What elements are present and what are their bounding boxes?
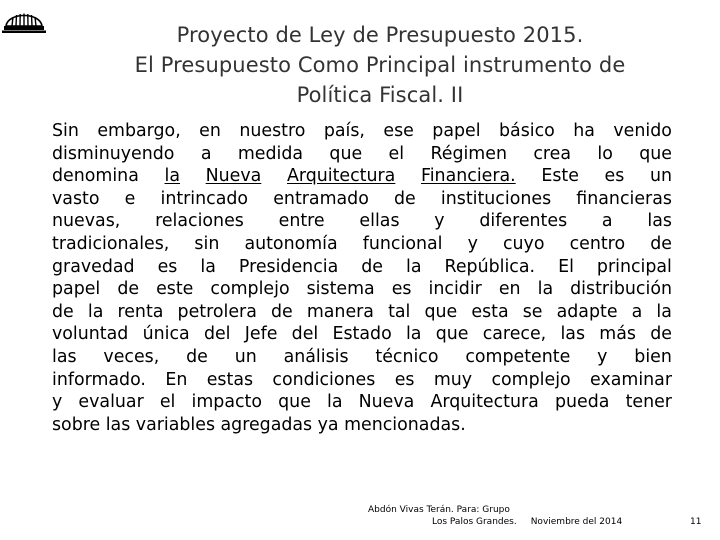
body-word: más xyxy=(599,324,636,345)
body-line-6 xyxy=(52,233,672,256)
body-line-9 xyxy=(52,301,672,324)
body-word: renta xyxy=(117,301,164,322)
footer-credit xyxy=(368,504,622,528)
body-word: entre xyxy=(278,211,325,232)
title-line-2: El Presupuesto Como Principal instrumento de xyxy=(134,53,626,77)
page-number: 11 xyxy=(690,517,702,527)
body-word: tal xyxy=(388,301,411,322)
body-word: adapte xyxy=(556,301,618,322)
body-word: carece, xyxy=(482,324,547,345)
body-word: se xyxy=(522,301,543,322)
body-word: la xyxy=(327,392,343,413)
body-word: autonomía xyxy=(244,233,338,254)
body-word: competente xyxy=(465,346,571,367)
body-word: financieras xyxy=(576,188,672,209)
body-word: a xyxy=(601,211,613,232)
body-line-13 xyxy=(52,391,672,414)
body-word: papel xyxy=(52,279,101,300)
body-word: papel xyxy=(432,121,481,141)
body-word: evaluar xyxy=(78,392,144,413)
body-word: Arquitectura xyxy=(430,392,539,413)
footer-author: Abdón Vivas Terán. Para: Grupo xyxy=(368,505,510,515)
body-word: voluntad xyxy=(52,324,129,345)
slide-title xyxy=(40,20,720,110)
body-word: venido xyxy=(613,121,672,141)
body-word: técnico xyxy=(375,346,439,367)
body-word: Este xyxy=(541,166,579,187)
body-word: es xyxy=(157,256,178,277)
body-line-14 xyxy=(52,414,672,437)
body-word: que xyxy=(278,392,311,413)
body-word: el xyxy=(388,143,405,164)
body-word: el xyxy=(159,392,176,413)
body-word: sobre xyxy=(52,414,101,435)
body-line-2 xyxy=(52,143,672,166)
body-word: tradicionales, xyxy=(52,233,170,254)
body-word: este xyxy=(156,279,194,300)
body-word: es xyxy=(394,369,415,390)
body-word: ya xyxy=(317,414,339,435)
body-word: pueda xyxy=(554,392,610,413)
body-word: que xyxy=(329,143,363,164)
body-word: medida xyxy=(237,143,304,164)
body-word: análisis xyxy=(283,346,349,367)
body-word: relaciones xyxy=(155,211,244,232)
body-word: Sin xyxy=(52,121,79,141)
body-word: intrincado xyxy=(160,188,249,209)
body-word: ha xyxy=(573,121,595,141)
body-word: centro xyxy=(569,233,626,254)
body-word: que xyxy=(639,143,672,164)
body-word: las xyxy=(52,346,77,367)
body-word: principal xyxy=(596,256,672,277)
body-word: diferentes xyxy=(479,211,568,232)
body-word: Estado xyxy=(332,324,392,345)
body-word: las xyxy=(647,211,672,232)
body-word: la xyxy=(200,256,216,277)
body-line-7 xyxy=(52,256,672,279)
body-word: la xyxy=(87,301,104,322)
body-word: embargo, xyxy=(97,121,181,141)
body-word: de xyxy=(394,188,416,209)
body-word: muy xyxy=(433,369,473,390)
body-word-underlined: Financiera. xyxy=(420,166,516,187)
body-word: estas xyxy=(206,369,254,390)
body-word: del xyxy=(203,324,231,345)
body-word: la xyxy=(406,256,422,277)
body-word: en xyxy=(498,279,521,300)
body-word: veces, xyxy=(103,346,160,367)
body-word-underlined: la xyxy=(164,166,180,187)
body-word: ese xyxy=(383,121,414,141)
body-line-8 xyxy=(52,278,672,301)
body-word: condiciones xyxy=(272,369,376,390)
body-word: a xyxy=(631,301,643,322)
body-word: Presidencia xyxy=(238,256,339,277)
body-word: y xyxy=(467,233,478,254)
body-word: cuyo xyxy=(502,233,545,254)
body-line-3 xyxy=(52,165,672,188)
body-word: un xyxy=(234,346,257,367)
title-line-1: Proyecto de Ley de Presupuesto 2015. xyxy=(176,23,584,47)
body-line-12 xyxy=(52,369,672,392)
body-word: las xyxy=(105,414,131,435)
body-word: la xyxy=(405,324,422,345)
body-word: lo xyxy=(597,143,613,164)
body-word: esta xyxy=(471,301,509,322)
body-word: agregadas xyxy=(220,414,313,435)
body-word: vasto xyxy=(52,188,100,209)
body-line-11 xyxy=(52,346,672,369)
body-word: las xyxy=(560,324,586,345)
body-word: informado. xyxy=(52,369,146,390)
body-word: Jefe xyxy=(244,324,278,345)
body-word: básico xyxy=(499,121,555,141)
body-line-1 xyxy=(52,120,672,143)
body-word: la xyxy=(537,279,554,300)
body-word: a xyxy=(200,143,212,164)
body-word: del xyxy=(291,324,319,345)
body-word-financiera xyxy=(421,165,516,188)
body-word: instituciones xyxy=(440,188,552,209)
body-word: país, xyxy=(323,121,365,141)
body-word: sin xyxy=(194,233,220,254)
body-word: distribución xyxy=(570,279,672,300)
body-word: en xyxy=(199,121,221,141)
body-line-5 xyxy=(52,210,672,233)
body-word: impacto xyxy=(191,392,263,413)
body-word: ellas xyxy=(359,211,400,232)
body-word: sistema xyxy=(306,279,375,300)
body-word: República. xyxy=(444,256,536,277)
body-word: un xyxy=(649,166,672,187)
body-line-10 xyxy=(52,323,672,346)
body-word: complejo xyxy=(491,369,571,390)
body-word: Nueva xyxy=(358,392,415,413)
body-word: y xyxy=(52,392,63,413)
body-word: única xyxy=(142,324,190,345)
footer-group: Los Palos Grandes. xyxy=(432,517,517,527)
body-word: de xyxy=(52,301,74,322)
body-word: de xyxy=(361,256,384,277)
body-word: examinar xyxy=(590,369,672,390)
body-word: tener xyxy=(625,392,672,413)
body-word: es xyxy=(604,166,625,187)
body-word: e xyxy=(124,188,136,209)
body-word: mencionadas. xyxy=(344,414,466,435)
body-word: complejo xyxy=(210,279,290,300)
body-line-4 xyxy=(52,188,672,211)
body-word: incidir xyxy=(428,279,482,300)
body-word-underlined: Arquitectura xyxy=(286,166,396,187)
body-word: disminuyendo xyxy=(52,143,175,164)
body-word: de xyxy=(186,346,208,367)
body-word: denomina xyxy=(52,166,139,187)
body-word: de xyxy=(270,301,293,322)
body-word: variables xyxy=(135,414,215,435)
body-word: de xyxy=(650,324,672,345)
body-word: es xyxy=(391,279,412,300)
body-word: crea xyxy=(533,143,572,164)
body-word: manera xyxy=(306,301,374,322)
body-word: bien xyxy=(634,346,672,367)
title-line-3: Política Fiscal. II xyxy=(296,83,464,107)
body-word: En xyxy=(165,369,188,390)
body-word: de xyxy=(117,279,140,300)
body-word: y xyxy=(597,346,608,367)
body-word-underlined: Nueva xyxy=(205,166,262,187)
body-word: nuestro xyxy=(239,121,306,141)
body-word: que xyxy=(424,301,458,322)
body-word: gravedad xyxy=(52,256,135,277)
footer-line-2 xyxy=(368,516,622,528)
body-word: petrolera xyxy=(177,301,257,322)
body-word: la xyxy=(656,301,672,322)
body-word: y xyxy=(434,211,445,232)
body-paragraph xyxy=(52,120,672,436)
body-word: de xyxy=(650,233,672,254)
footer-date: Noviembre del 2014 xyxy=(530,517,623,527)
body-word: que xyxy=(435,324,469,345)
body-word: Régimen xyxy=(430,143,507,164)
body-word: funcional xyxy=(362,233,443,254)
body-word: entramado xyxy=(273,188,369,209)
body-word: El xyxy=(558,256,574,277)
body-word: nuevas, xyxy=(52,211,121,232)
